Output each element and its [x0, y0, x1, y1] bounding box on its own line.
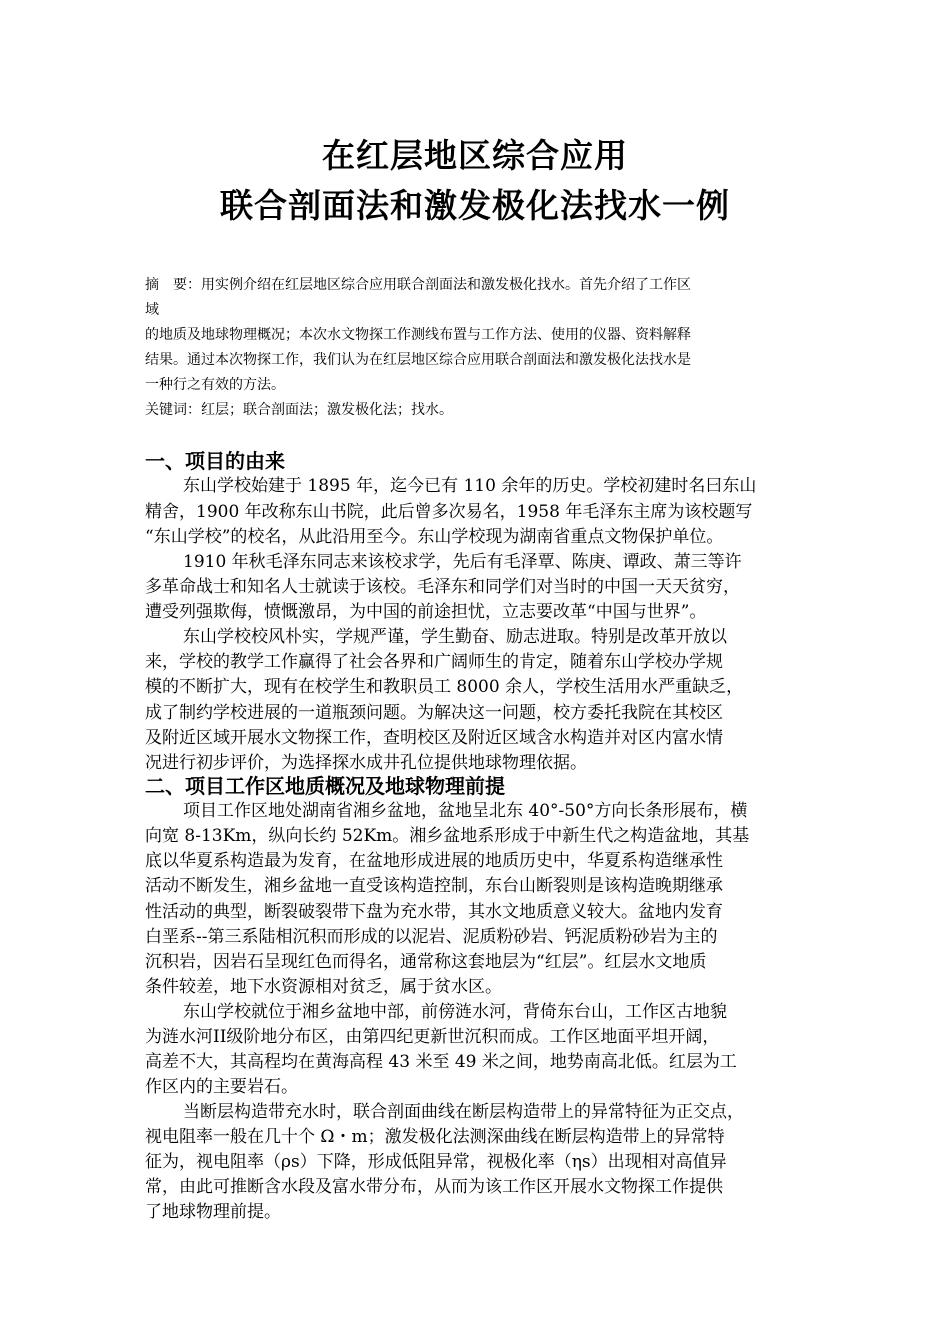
keywords: 关键词：红层；联合剖面法；激发极化法；找水。	[145, 402, 453, 418]
paragraph-line: 模的不断扩大，现有在校学生和教职员工 8000 余人，学校生活用水严重缺乏，	[145, 677, 744, 697]
abstract-line: 结果。通过本次物探工作，我们认为在红层地区综合应用联合剖面法和激发极化法找水是	[145, 352, 691, 368]
paragraph-line: 视电阻率一般在几十个 Ω・m；激发极化法测深曲线在断层构造带上的异常特	[145, 1127, 725, 1147]
title-line-1: 在红层地区综合应用	[322, 136, 628, 175]
paragraph-line: 项目工作区地处湖南省湘乡盆地，盆地呈北东 40°-50°方向长条形展布，横	[183, 801, 748, 821]
abstract-line: 的地质及地球物理概况；本次水文物探工作测线布置与工作方法、使用的仪器、资料解释	[145, 327, 691, 343]
paragraph-line: 作区内的主要岩石。	[145, 1077, 298, 1097]
paragraph-line: 1910 年秋毛泽东同志来该校求学，先后有毛泽覃、陈庚、谭政、萧三等许	[183, 552, 742, 572]
paragraph-line: 况进行初步评价，为选择探水成井孔位提供地球物理依据。	[145, 753, 587, 773]
paragraph-line: 底以华夏系构造最为发育，在盆地形成进展的地质历史中，华夏系构造继承性	[145, 851, 723, 871]
paragraph-line: 性活动的典型，断裂破裂带下盘为充水带，其水文地质意义较大。盆地内发育	[145, 902, 723, 922]
paragraph-line: 东山学校就位于湘乡盆地中部，前傍涟水河，背倚东台山，工作区古地貌	[183, 1002, 727, 1022]
abstract-line: 摘 要：用实例介绍在红层地区综合应用联合剖面法和激发极化找水。首先介绍了工作区	[145, 277, 691, 293]
paragraph-line: 遭受列强欺侮，愤慨激昂，为中国的前途担忧，立志要改革“中国与世界”。	[145, 602, 707, 622]
paragraph-line: 征为，视电阻率（ρs）下降，形成低阻异常，视极化率（ηs）出现相对高值异	[145, 1152, 727, 1172]
paragraph-line: 白垩系--第三系陆相沉积而形成的以泥岩、泥质粉砂岩、钙泥质粉砂岩为主的	[145, 927, 718, 947]
paragraph-line: 活动不断发生，湘乡盆地一直受该构造控制，东台山断裂则是该构造晚期继承	[145, 876, 723, 896]
paragraph-line: 当断层构造带充水时，联合剖面曲线在断层构造带上的异常特征为正交点，	[183, 1102, 744, 1122]
abstract-line: 域	[145, 302, 159, 318]
paragraph-line: 及附近区域开展水文物探工作，查明校区及附近区域含水构造并对区内富水情	[145, 728, 723, 748]
title-line-2: 联合剖面法和激发极化法找水一例	[220, 186, 730, 225]
paragraph-line: 成了制约学校进展的一道瓶颈问题。为解决这一问题，校方委托我院在其校区	[145, 703, 723, 723]
paragraph-line: 向宽 8-13Km，纵向长约 52Km。湘乡盆地系形成于中新生代之构造盆地，其基	[145, 826, 750, 846]
paragraph-line: 东山学校校风朴实，学规严谨，学生勤奋、励志进取。特别是改革开放以	[183, 627, 727, 647]
paragraph-line: 了地球物理前提。	[145, 1202, 281, 1222]
paragraph-line: 精舍，1900 年改称东山书院，此后曾多次易名，1958 年毛泽东主席为该校题写	[145, 502, 753, 522]
paragraph-line: 多革命战士和知名人士就读于该校。毛泽东和同学们对当时的中国一天天贫穷，	[145, 577, 740, 597]
paragraph-line: 高差不大，其高程均在黄海高程 43 米至 49 米之间，地势南高北低。红层为工	[145, 1052, 737, 1072]
paragraph-line: “东山学校”的校名，从此沿用至今。东山学校现为湖南省重点文物保护单位。	[145, 527, 724, 547]
abstract-line: 一种行之有效的方法。	[145, 377, 285, 393]
paragraph-line: 为涟水河II级阶地分布区，由第四纪更新世沉积而成。工作区地面平坦开阔，	[145, 1027, 720, 1047]
paragraph-line: 沉积岩，因岩石呈现红色而得名，通常称这套地层为“红层”。红层水文地质	[145, 952, 707, 972]
paragraph-line: 条件较差，地下水资源相对贫乏，属于贫水区。	[145, 977, 502, 997]
section-heading: 二、项目工作区地质概况及地球物理前提	[145, 774, 505, 798]
section-heading: 一、项目的由来	[145, 449, 285, 473]
paragraph-line: 常，由此可推断含水段及富水带分布，从而为该工作区开展水文物探工作提供	[145, 1177, 723, 1197]
paragraph-line: 来，学校的教学工作赢得了社会各界和广阔师生的肯定，随着东山学校办学规	[145, 652, 723, 672]
paragraph-line: 东山学校始建于 1895 年，迄今已有 110 余年的历史。学校初建时名曰东山	[183, 476, 757, 496]
